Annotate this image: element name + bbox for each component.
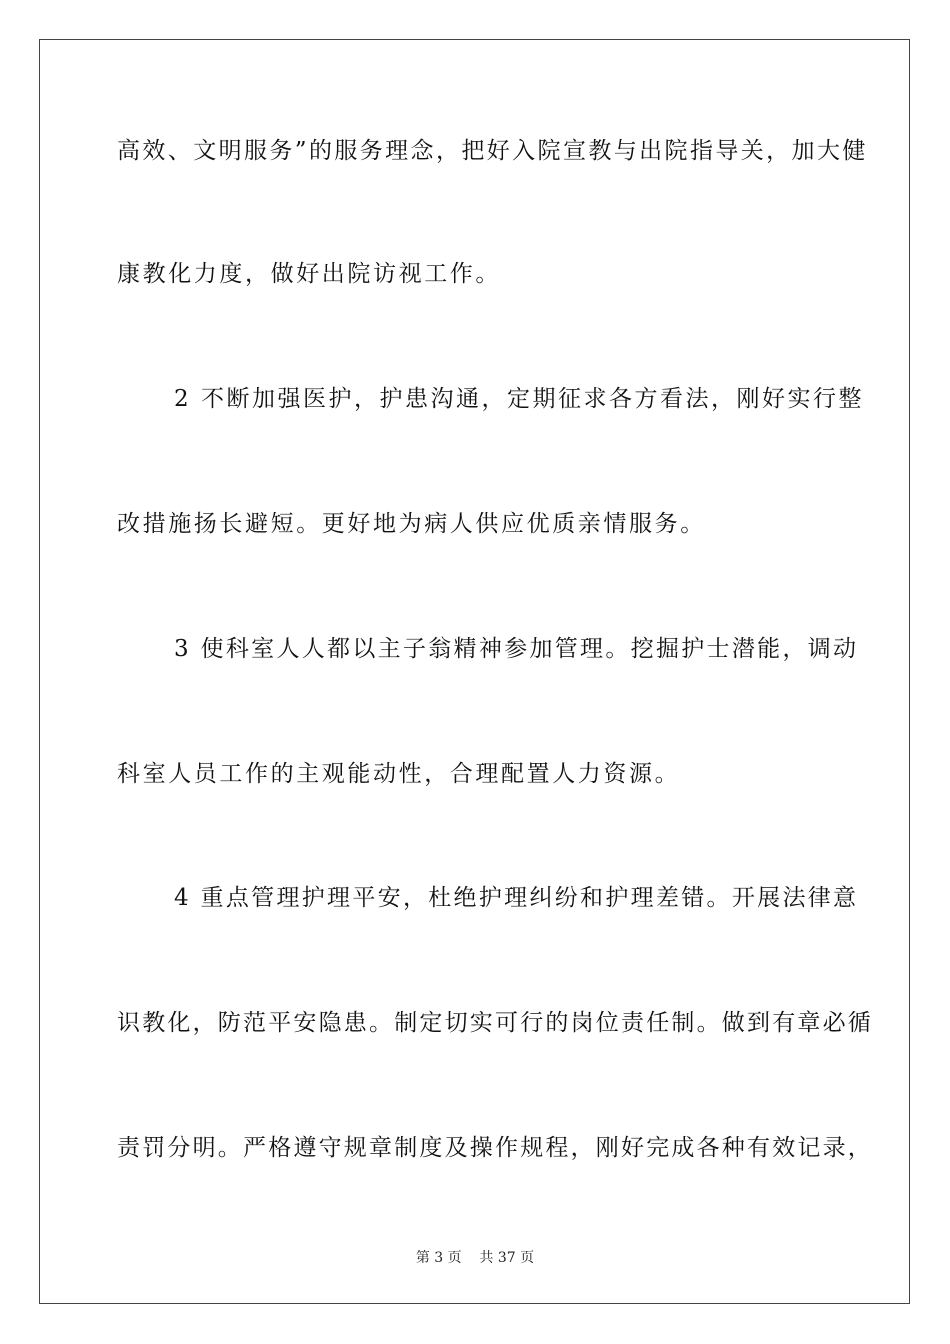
paragraph-line-8: 识教化，防范平安隐患。制定切实可行的岗位责任制。做到有章必循 — [117, 1010, 873, 1036]
paragraph-line-6: 科室人员工作的主观能动性，合理配置人力资源。 — [117, 761, 681, 787]
paragraph-line-7: 4 重点管理护理平安，杜绝护理纠纷和护理差错。开展法律意 — [174, 885, 859, 911]
paragraph-line-3: 2 不断加强医护，护患沟通，定期征求各方看法，刚好实行整 — [174, 386, 864, 412]
page-border — [39, 39, 910, 1304]
paragraph-line-9: 责罚分明。严格遵守规章制度及操作规程，刚好完成各种有效记录， — [117, 1135, 873, 1161]
page-number-footer: 第 3 页 共 37 页 — [415, 1250, 535, 1266]
paragraph-line-1: 高效、文明服务”的服务理念，把好入院宣教与出院指导关，加大健 — [117, 138, 868, 164]
paragraph-line-5: 3 使科室人人都以主子翁精神参加管理。挖掘护士潜能，调动 — [174, 636, 859, 662]
paragraph-line-4: 改措施扬长避短。更好地为病人供应优质亲情服务。 — [117, 511, 706, 537]
paragraph-line-2: 康教化力度，做好出院访视工作。 — [117, 261, 501, 287]
